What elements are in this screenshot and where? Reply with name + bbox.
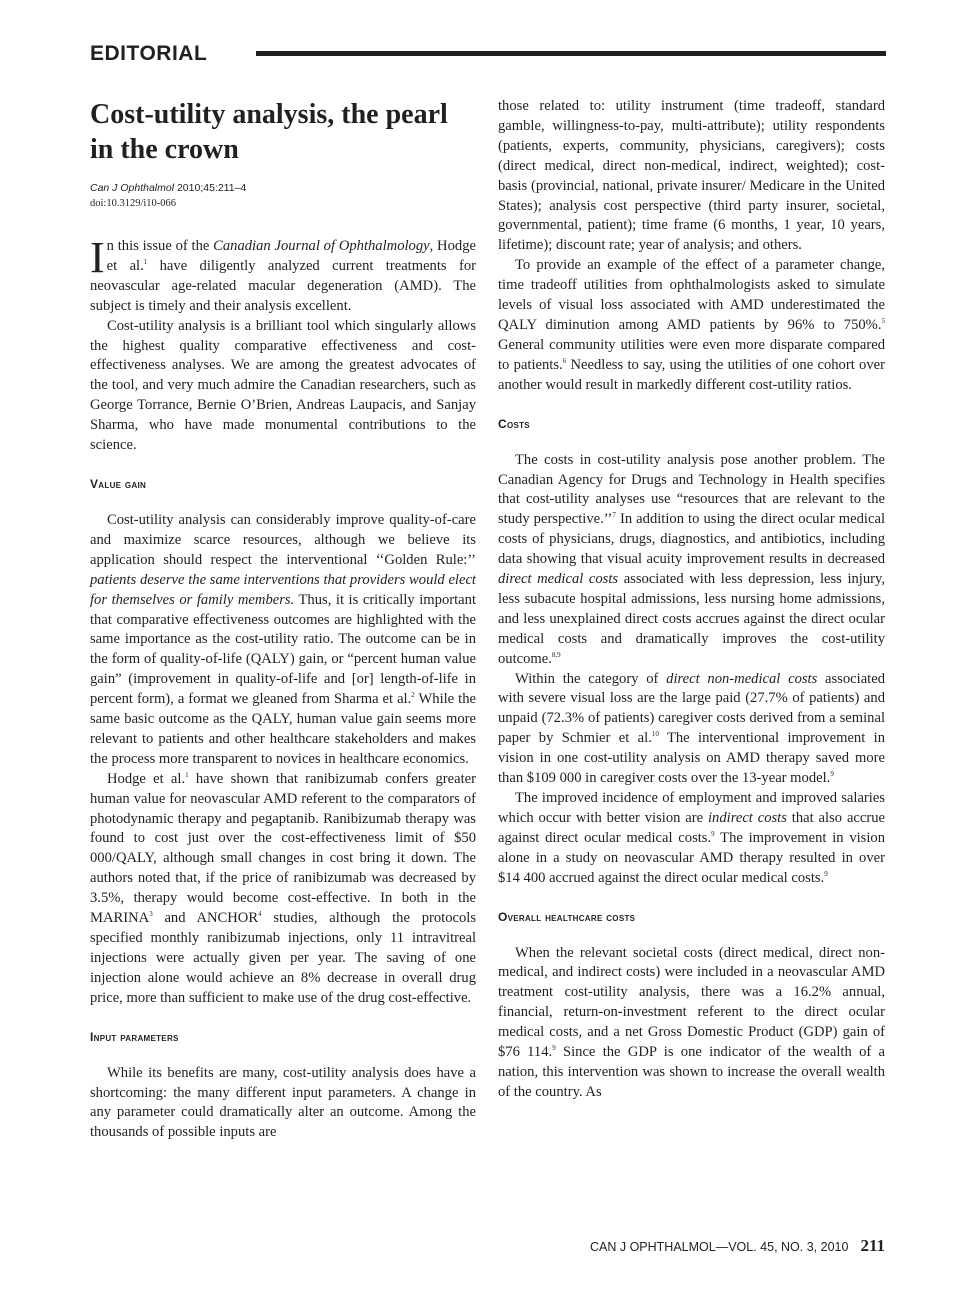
reference-marker: 1 bbox=[185, 770, 189, 779]
intro-paragraph-2: Cost-utility analysis is a brilliant tool which singularly allows the highest quality comparative effectiveness and cost-effectiveness analyses. We are among the greatest advocates of the tool, and very much admire the Canadian researchers, such as George Torrance, Bernie O’Brien, Andreas Laupacis, and Sanjay Sharma, who have made monumental contributions to the science. bbox=[90, 317, 476, 454]
costs-paragraph-2: Within the category of direct non-medical costs associated with severe visual loss are the large paid (27.7% of patients) and unpaid (72.3% of patients) caregiver costs derived from a seminal paper by Schmier et al.$^{10}$ The interventional improvement in vision in one cost-utility analysis on AMD therapy saved more than $109 000 in caregiver costs over the 13-year model.$^9$ bbox=[498, 670, 885, 787]
reference-marker: 7 bbox=[612, 511, 616, 520]
reference-marker: 5 bbox=[881, 316, 885, 325]
citation bbox=[90, 181, 476, 196]
journal-name: Canadian Journal of Ophthalmology bbox=[213, 238, 430, 254]
reference-marker: 8,9 bbox=[551, 650, 561, 659]
citation-journal: Can J Ophthalmol bbox=[90, 182, 175, 194]
right-column bbox=[498, 97, 885, 1103]
input-parameters-paragraph-1: While its benefits are many, cost-utility analysis does have a shortcoming: the many different input parameters. A change in any parameter could dramatically alter an outcome. Among the thousands of possible inputs are bbox=[90, 1064, 476, 1141]
doi: doi:10.3129/i10-066 bbox=[90, 198, 177, 209]
input-parameters-paragraph-2: To provide an example of the effect of a parameter change, time tradeoff utilities from ophthalmologists asked to simulate levels of visual loss associated with AMD underestimated the QALY diminution among AMD patients by 96% to 750%.$^5$ General community utilities were even more disparate compared to patients.$^6$ Needless to say, using the utilities of one cohort over another would result in markedly different cost-utility ratios. bbox=[498, 257, 885, 393]
section-label: EDITORIAL bbox=[90, 42, 208, 65]
reference-marker: 9 bbox=[711, 829, 715, 838]
reference-marker: 2 bbox=[411, 691, 415, 700]
heading-value-gain: Value gain bbox=[90, 476, 147, 491]
section-rule bbox=[256, 51, 886, 56]
reference-marker: 3 bbox=[149, 910, 153, 919]
overall-paragraph-1: When the relevant societal costs (direct medical, direct non-medical, and indirect costs) were included in a neovascular AMD treatment cost-utility analysis, there was a 16.2% annual, financial, return-on-investment referent to the direct ocular medical costs, and a net Gross Domestic Product (GDP) gain of $76 114.$^9$ Since the GDP is one indicator of the wealth of a nation, this intervention was shown to increase the overall wealth of the country. As bbox=[498, 944, 885, 1100]
value-gain-paragraph-1: Cost-utility analysis can considerably improve quality-of-care and maximize scarce resources, although we believe its application should respect the interventional ‘‘Golden Rule:’’ patients deserve the same interventions that providers would elect for themselves or family members. Thus, it is critically important that comparative effectiveness outcomes are highlighted with the same importance as the cost-utility ratio. The outcome can be in the form of quality-of-life (QALY) gain, or “percent human value gain” (improvement in quality-of-life and [or] length-of-life in percent form), a format we gleaned from Sharma et al.$^2$ While the same basic outcome as the QALY, human value gain seems more relevant to patients and other healthcare stakeholders and makes the process more transparent to novices in healthcare economics. bbox=[90, 511, 476, 767]
reference-marker: 9 bbox=[552, 1044, 556, 1053]
value-gain-paragraph-2: Hodge et al.$^1$ have shown that ranibizumab confers greater human value for neovascular AMD referent to the comparators of photodynamic therapy and pegaptanib. Ranibizumab therapy was found to cost just over the cost-effectiveness limit of $50 000/QALY, although small changes in cost bring it down. The authors noted that, if the price of ranibizumab was decreased by 3.5%, therapy would become cost-effective. In both in the MARINA$^3$ and ANCHOR$^4$ studies, although the protocols specified monthly ranibizumab injections, only 11 intravitreal injections were actually given per year. The saving of one injection alone would achieve an 8% decrease in overall drug price, more than sufficient to make use of the drug cost-effective. bbox=[90, 770, 477, 1006]
heading-overall-healthcare-costs: Overall healthcare costs bbox=[498, 909, 636, 924]
costs-paragraph-1: The costs in cost-utility analysis pose another problem. The Canadian Agency for Drugs and Technology in Health specifies that cost-utility analyses use “resources that are relevant to the study perspective.’’$^7$ In addition to using the direct ocular medical costs of physicians, drugs, diagnostics, and antibiotics, including data showing that visual acuity improvement results in decreased direct medical costs associated with less depression, less injury, less subacute hospital admissions, less nursing home admissions, and less unexplained direct costs accrues against the direct ocular medical costs and dramatically improves the cost-utility outcome.$^{8,9}$ bbox=[498, 451, 886, 667]
left-column bbox=[90, 97, 476, 1143]
reference-marker: 9 bbox=[830, 770, 834, 779]
reference-marker: 10 bbox=[651, 730, 659, 739]
reference-marker: 4 bbox=[258, 910, 262, 919]
costs-paragraph-3: The improved incidence of employment and improved salaries which occur with better vision are indirect costs that also accrue against direct ocular medical costs.$^9$ The improvement in vision alone in a study on neovascular AMD therapy resulted in over $14 400 accrued against the direct ocular medical costs.$^9$ bbox=[498, 790, 886, 886]
reference-marker: 9 bbox=[824, 869, 828, 878]
input-parameters-paragraph-1-continued: those related to: utility instrument (time tradeoff, standard gamble, willingness-to-pay, multi-attribute); utility respondents (patients, experts, community, physicians, caregivers); costs (direct medical, direct non-medical, indirect, weighted); cost-basis (provincial, national, private insurer/ Medicare in the United States); analysis cost perspective (third party insurer, societal, governmental, patient); time frame (6 months, 1 year, 10 years, lifetime); discount rate; year of analysis; and others. bbox=[498, 98, 885, 254]
article-title: Cost-utility analysis, the pearl in the crown bbox=[90, 99, 448, 165]
footer-journal-issue: CAN J OPHTHALMOL—VOL. 45, NO. 3, 2010 bbox=[590, 1240, 849, 1254]
citation-details: 2010;45:211–4 bbox=[174, 182, 247, 194]
page-footer bbox=[590, 1236, 885, 1256]
heading-input-parameters: Input parameters bbox=[90, 1029, 179, 1044]
reference-marker: 6 bbox=[562, 356, 567, 365]
heading-costs: Costs bbox=[498, 416, 530, 431]
page-number: 211 bbox=[860, 1236, 885, 1255]
section-header bbox=[90, 40, 886, 68]
reference-marker: 1 bbox=[143, 257, 148, 266]
intro-paragraph-1: In this issue of the Canadian Journal of Ophthalmology, Hodge et al.$^1$ have diligently analyzed current treatments for neovascular age-related macular degeneration (AMD). The subject is timely and their analysis excellent. bbox=[90, 233, 476, 314]
drop-cap: I bbox=[90, 233, 105, 282]
